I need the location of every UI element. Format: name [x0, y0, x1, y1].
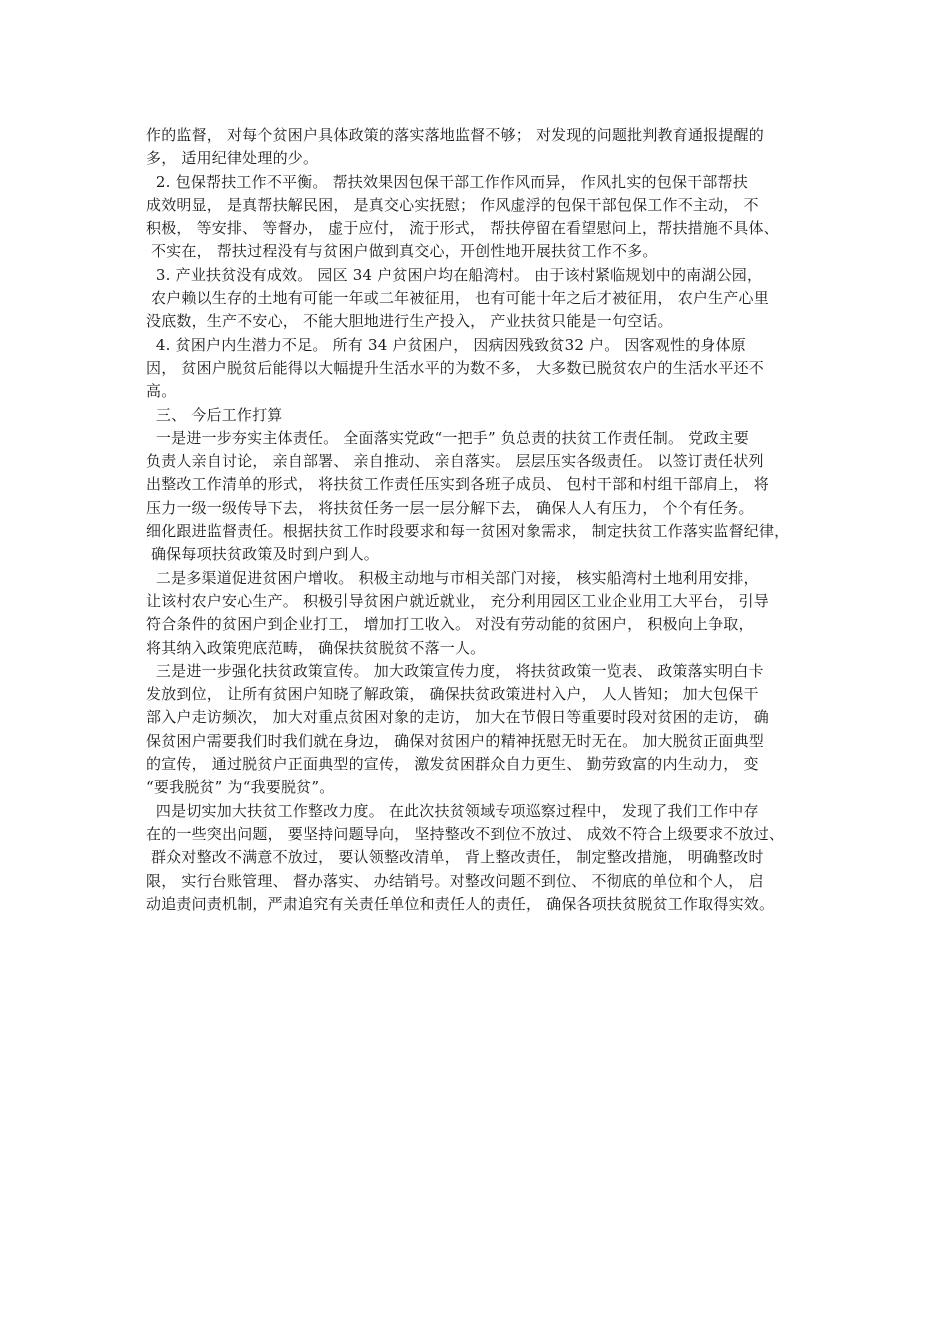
text-line: 动追责问责机制，严肃追究有关责任单位和责任人的责任， 确保各项扶贫脱贫工作取得实效。 [146, 894, 775, 913]
text-line: 符合条件的贫困户到企业打工， 增加打工收入。 对没有劳动能的贫困户， 积极向上争取， [146, 615, 754, 634]
text-line: 压力一级一级传导下去， 将扶贫任务一层一层分解下去， 确保人人有压力， 个个有任务。 [146, 498, 754, 517]
text-line: 二是多渠道促进贫困户增收。 积极主动地与市相关部门对接， 核实船湾村土地利用安排， [146, 568, 759, 587]
text-line: 农户赖以生存的土地有可能一年或二年被征用， 也有可能十年之后才被征用， 农户生产心里 [146, 289, 769, 308]
text-line: 出整改工作清单的形式， 将扶贫工作责任压实到各班子成员、 包村干部和村组干部肩上， 将 [146, 475, 769, 494]
text-line: 发放到位， 让所有贫困户知晓了解政策， 确保扶贫政策进村入户， 人人皆知； 加大包保干 [146, 685, 759, 704]
text-line: 高。 [146, 382, 177, 401]
document-body [146, 124, 826, 916]
text-line: 的宣传， 通过脱贫户正面典型的宣传， 激发贫困群众自力更生、 勤劳致富的内生动力， 变 [146, 755, 759, 774]
text-line: 限， 实行台账管理、 督办落实、 办结销号。对整改问题不到位、 不彻底的单位和个人， 启 [146, 871, 764, 890]
text-line: 因， 贫困户脱贫后能得以大幅提升生活水平的为数不多， 大多数已脱贫农户的生活水平还不 [146, 358, 764, 377]
text-line: 细化跟进监督责任。根据扶贫工作时段要求和每一贫困对象需求， 制定扶贫工作落实监督纪律， [146, 522, 790, 541]
text-line: 在的一些突出问题， 要坚持问题导向， 坚持整改不到位不放过、 成效不符合上级要求不放过、 [146, 824, 785, 843]
text-line: 没底数，生产不安心， 不能大胆地进行生产投入， 产业扶贫只能是一句空话。 [146, 312, 673, 331]
text-line: 成效明显， 是真帮扶解民困， 是真交心实抚慰； 作风虚浮的包保干部包保工作不主动， 不 [146, 195, 759, 214]
text-line: 2. 包保帮扶工作不平衡。 帮扶效果因包保干部工作作风而异， 作风扎实的包保干部帮扶 [146, 172, 748, 191]
text-line: 群众对整改不满意不放过， 要认领整改清单， 背上整改责任， 制定整改措施， 明确整改时 [146, 848, 764, 867]
text-line: 不实在， 帮扶过程没有与贫困户做到真交心，开创性地开展扶贫工作不多。 [146, 242, 658, 261]
section-heading: 三、 今后工作打算 [146, 405, 283, 424]
text-line: “要我脱贫” 为“我要脱贫”。 [146, 778, 335, 797]
text-line: 将其纳入政策兜底范畴， 确保扶贫脱贫不落一人。 [146, 638, 486, 657]
text-line: 三是进一步强化扶贫政策宣传。 加大政策宣传力度， 将扶贫政策一览表、 政策落实明白卡 [146, 661, 764, 680]
text-line: 让该村农户安心生产。 积极引导贫困户就近就业， 充分利用园区工业企业用工大平台， 引导 [146, 591, 769, 610]
text-line: 3. 产业扶贫没有成效。 园区 34 户贫困户均在船湾村。 由于该村紧临规划中的南湖公园， [146, 265, 763, 284]
text-line: 保贫困户需要我们时我们就在身边， 确保对贫困户的精神抚慰无时无在。 加大脱贫正面典型 [146, 731, 764, 750]
text-line: 确保每项扶贫政策及时到户到人。 [146, 545, 379, 564]
text-line: 多， 适用纪律处理的少。 [146, 149, 319, 168]
text-line: 一是进一步夯实主体责任。 全面落实党政“一把手” 负总责的扶贫工作责任制。 党政主要 [146, 428, 749, 447]
text-line: 四是切实加大扶贫工作整改力度。 在此次扶贫领域专项巡察过程中， 发现了我们工作中存 [146, 801, 759, 820]
text-line: 部入户走访频次， 加大对重点贫困对象的走访， 加大在节假日等重要时段对贫困的走访， 确 [146, 708, 769, 727]
text-line: 作的监督， 对每个贫困户具体政策的落实落地监督不够； 对发现的问题批判教育通报提醒的 [146, 126, 764, 144]
text-line: 负责人亲自讨论， 亲自部署、 亲自推动、 亲自落实。 层层压实各级责任。 以签订责任状列 [146, 452, 764, 471]
text-line: 4. 贫困户内生潜力不足。 所有 34 户贫困户， 因病因残致贫32 户。 因客观性的身体原 [146, 335, 747, 354]
text-line: 积极， 等安排、 等督办， 虚于应付， 流于形式， 帮扶停留在看望慰问上，帮扶措施不具体、 [146, 219, 779, 238]
